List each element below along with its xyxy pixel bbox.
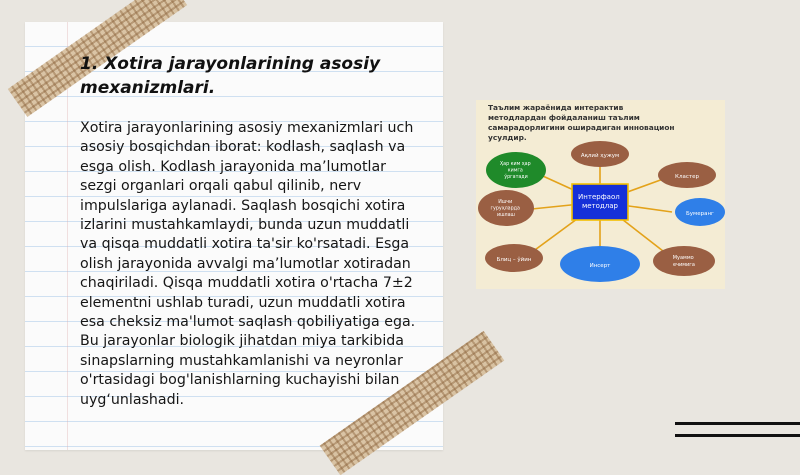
node-problem-solving (653, 246, 715, 276)
node-blitz-game-label: Блиц – ўйин (496, 257, 532, 263)
center-box-line-1: Интерфаол (578, 193, 620, 201)
node-working-groups-line-2: гуруҳларда (490, 206, 520, 212)
decorative-line-1 (675, 422, 800, 425)
decorative-line-2 (675, 434, 800, 437)
node-boomerang-label: Бумеранг (686, 211, 714, 217)
center-box-label (578, 193, 622, 210)
node-problem-solving-label (673, 255, 696, 268)
caption-line-1: Таълим жараёнида интерактив (488, 103, 624, 112)
center-box-line-2: методлар (582, 202, 618, 210)
node-brainstorm-label: Ақлий ҳужум (580, 153, 620, 159)
caption-line-2: методлардан фойдаланиш таълим (488, 113, 640, 122)
diagram-caption (488, 103, 677, 142)
node-cluster-label: Кластер (675, 174, 699, 180)
caption-line-3: самарадорлигини оширадиган инновацион (488, 123, 675, 132)
node-insert-label: Инсерт (589, 263, 611, 269)
diagram-svg (476, 100, 725, 289)
node-peer-teaching-line-1: Ҳар ким ҳар (499, 162, 531, 167)
caption-line-4: усулдир. (488, 133, 527, 142)
slide-body-text: Xotira jarayonlarining asosiy mexanizmlari uch asosiy bosqichdan iborat: kodlash, saqlash va esga olish. Kodlash jarayonida ma’lumotlar sezgi organlari orqali qabul qilinib, nerv impulslariga aylanadi. Saqlash bosqichi xotira izlarini mustahkamlaydi, bunda uzun muddatli va qisqa muddatli xotira ta'sir ko'rsatadi. Esga olish jarayonida avvalgi ma’lumotlar xotiradan chaqiriladi. Qisqa muddatli xotira o'rtacha 7±2 elementni ushlab turadi, uzun muddatli xotira esa cheksiz ma'lumot saqlash qobiliyatiga ega. Bu jarayonlar biologik jihatdan miya tarkibida sinapslarning mustahkamlanishi va neyronlar o'rtasidagi bog'lanishlarning kuchayishi bilan uyg‘unlashadi. (80, 120, 416, 408)
interactive-methods-diagram (476, 100, 725, 289)
node-working-groups-line-1: Ишчи (498, 200, 513, 205)
node-working-groups-line-3: ишлаш (497, 213, 515, 218)
slide-title: 1. Xotira jarayonlarining asosiy mexanizmlari. (80, 54, 381, 98)
node-peer-teaching-line-2: кимга (507, 168, 523, 174)
node-problem-solving-line-2: ечимига (673, 262, 695, 268)
node-peer-teaching-line-3: ўргатади (504, 175, 528, 180)
node-problem-solving-line-1: Муаммо (672, 255, 694, 261)
